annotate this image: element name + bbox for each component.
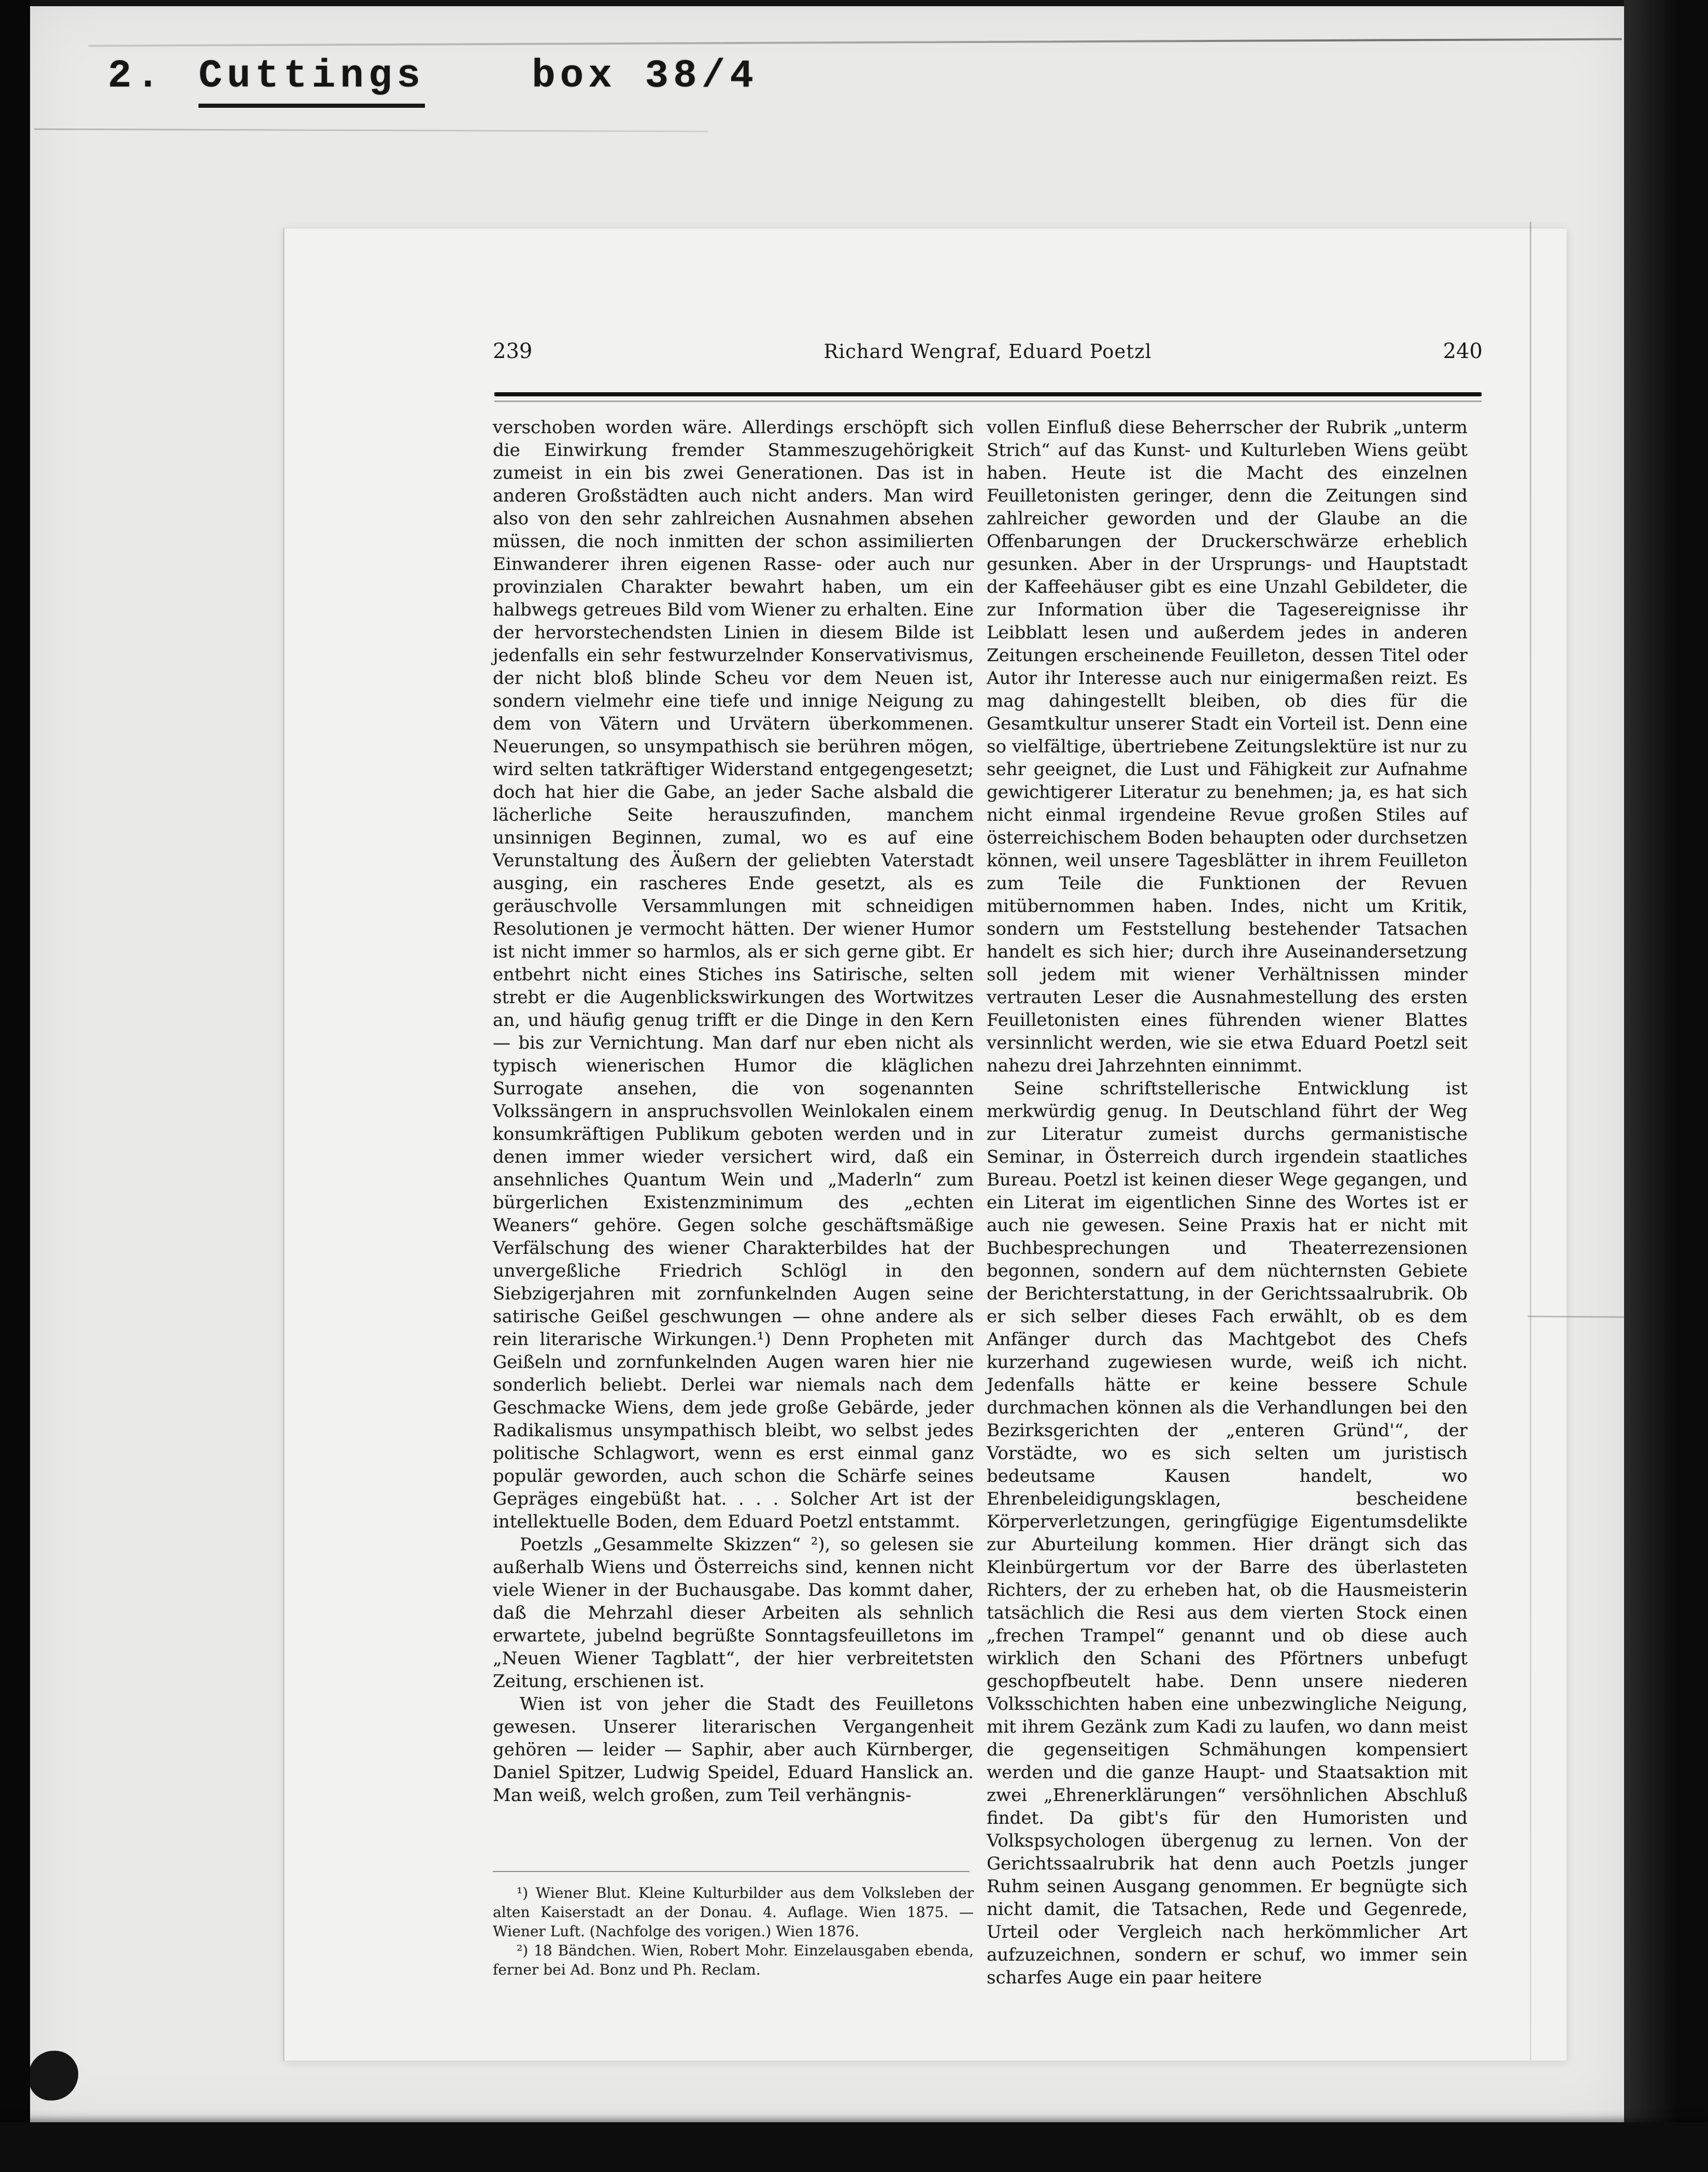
footnote-separator-rule (493, 1871, 970, 1872)
header-rule-thin (494, 401, 1482, 402)
scan-edge-top (0, 0, 1708, 6)
footnotes (493, 1883, 974, 1979)
archive-label-box: box 38/4 (532, 54, 758, 98)
scan-edge-right (1624, 0, 1708, 2172)
printed-clipping-page (283, 228, 1567, 2061)
running-title: Richard Wengraf, Eduard Poetzl (823, 340, 1152, 363)
paragraph: Poetzls „Gesammelte Skizzen“ ²), so gelesen sie außerhalb Wiens und Österreichs sind, kennen nicht viele Wiener in der Buchausgabe. Das kommt daher, daß die Mehrzahl dieser Arbeiten als sehnlich erwartete, jubelnd begrüßte Sonntagsfeuilletons im „Neuen Wiener Tagblatt“, der hier verbreitetsten Zeitung, erschienen ist. (493, 1534, 974, 1692)
paragraph: vollen Einfluß diese Beherrscher der Rubrik „unterm Strich“ auf das Kunst- und Kulturleben Wiens geübt haben. Heute ist die Macht des einzelnen Feuilletonisten geringer, denn die Zeitungen sind zahlreicher geworden und der Glaube an die Offenbarungen der Druckerschwärze erheblich gesunken. Aber in der Ursprungs- und Hauptstadt der Kaffeehäuser gibt es eine Unzahl Gebildeter, die zur Information über die Tagesereignisse ihr Leibblatt lesen und außerdem jedes in anderen Zeitungen erscheinende Feuilleton, dessen Titel oder Autor ihr Interesse auch nur einigermaßen reizt. Es mag dahingestellt bleiben, ob dies für die Gesamtkultur unserer Stadt ein Vorteil ist. Denn eine so vielfältige, übertriebene Zeitungslektüre ist nur zu sehr geeignet, die Lust und Fähigkeit zur Aufnahme gewichtigerer Literatur zu benehmen; ja, es hat sich nicht einmal irgendeine Revue großen Stiles auf österreichischem Boden behaupten oder durchsetzen können, weil unsere Tagesblätter in ihrem Feuilleton zum Teile die Funktionen der Revuen mitübernommen haben. Indes, nicht um Kritik, sondern um Feststellung bestehender Tatsachen handelt es sich hier; durch ihre Auseinandersetzung soll jedem mit wiener Verhältnissen minder vertrauten Leser die Ausnahmestellung des ersten Feuilletonisten eines führenden wiener Blattes versinnlicht werden, wie sie etwa Eduard Poetzl seit nahezu drei Jahrzehnten einnimmt. (987, 417, 1468, 1076)
paragraph: verschoben worden wäre. Allerdings erschöpft sich die Einwirkung fremder Stammeszugehörigkeit zumeist in ein bis zwei Generationen. Das ist in anderen Großstädten auch nicht anders. Man wird also von den sehr zahlreichen Ausnahmen absehen müssen, die noch inmitten der schon assimilierten Einwanderer ihren eigenen Rasse- oder auch nur provinzialen Charakter bewahrt haben, um ein halbwegs getreues Bild vom Wiener zu erhalten. Eine der hervorstechendsten Linien in diesem Bilde ist jedenfalls ein sehr festwurzelnder Konservativismus, der nicht bloß blinde Scheu vor dem Neuen ist, sondern vielmehr eine tiefe und innige Neigung zu dem von Vätern und Urvätern überkommenen. Neuerungen, so unsympathisch sie berühren mögen, wird selten tatkräftiger Widerstand entgegengesetzt; doch hat hier die Gabe, an jeder Sache alsbald die lächerliche Seite herauszufinden, manchem unsinnigen Beginnen, zumal, wo es auf eine Verunstaltung des Äußern der geliebten Vaterstadt ausging, ein rascheres Ende gesetzt, als es geräuschvolle Versammlungen mit schneidigen Resolutionen je vermocht hätten. Der wiener Humor ist nicht immer so harmlos, als er sich gerne gibt. Er entbehrt nicht eines Stiches ins Satirische, selten strebt er die Augenblickswirkungen des Wortwitzes an, und häufig genug trifft er die Dinge in den Kern — bis zur Vernichtung. Man darf nur eben nicht als typisch wienerischen Humor die kläglichen Surrogate ansehen, die von sogenannten Volkssängern in anspruchsvollen Weinlokalen einem konsumkräftigen Publikum geboten werden und in denen immer wieder versichert wird, daß ein ansehnliches Quantum Wein und „Maderln“ zum bürgerlichen Existenzminimum des „echten Weaners“ gehöre. Gegen solche geschäftsmäßige Verfälschung des wiener Charakterbildes hat der unvergeßliche Friedrich Schlögl in den Siebzigerjahren mit zornfunkelnden Augen seine satirische Geißel geschwungen — ohne andere als rein literarische Wirkungen.¹) Denn Propheten mit Geißeln und zornfunkelnden Augen waren hier nie sonderlich beliebt. Derlei war niemals nach dem Geschmacke Wiens, dem jede große Gebärde, jeder Radikalismus unsympathisch bleibt, wo selbst jedes politische Schlagwort, wenn es erst einmal ganz populär geworden, auch schon die Schärfe seines Gepräges eingebüßt hat. . . . Solcher Art ist der intellektuelle Boden, dem Eduard Poetzl entstammt. (493, 417, 974, 1532)
scan-edge-bottom (0, 2122, 1708, 2172)
paragraph: Seine schriftstellerische Entwicklung ist merkwürdig genug. In Deutschland führt der Weg zur Literatur zumeist durchs germanistische Seminar, in Österreich durch irgendein staatliches Bureau. Poetzl ist keinen dieser Wege gegangen, und ein Literat im eigentlichen Sinne des Wortes ist er auch nie gewesen. Seine Praxis hat er nicht mit Buchbesprechungen und Theaterrezensionen begonnen, sondern auf dem nüchternsten Gebiete der Berichterstattung, in der Gerichtssaalrubrik. Ob er sich selber dieses Fach erwählt, ob es dem Anfänger durch das Machtgebot des Chefs kurzerhand zugewiesen wurde, weiß ich nicht. Jedenfalls hätte er keine bessere Schule durchmachen können als die Verhandlungen bei den Bezirksgerichten der „enteren Gründ'“, der Vorstädte, wo es sich selten um juristisch bedeutsame Kausen handelt, wo Ehrenbeleidigungsklagen, bescheidene Körperverletzungen, geringfügige Eigentumsdelikte zur Aburteilung kommen. Hier drängt sich das Kleinbürgertum vor der Barre des überlasteten Richters, der zu erheben hat, ob die Hausmeisterin tatsächlich die Resi aus dem vierten Stock einen „frechen Trampel“ genannt und ob diese auch wirklich den Schani des Pförtners unbefugt geschopfbeutelt habe. Denn unsere niederen Volksschichten haben eine unbezwingliche Neigung, mit ihrem Gezänk zum Kadi zu laufen, wo dann meist die gegenseitigen Schmähungen kompensiert werden und die ganze Haupt- und Staatsaktion mit zwei „Ehrenerklärungen“ versöhnlichen Abschluß findet. Da gibt's für den Humoristen und Volkspsychologen übergenug zu lernen. Von der Gerichtssaalrubrik hat denn auch Poetzls junger Ruhm seinen Ausgang genommen. Er begnügte sich nicht damit, die Tatsachen, Rede und Gegenrede, Urteil oder Vergleich nach herkömmlicher Art aufzuzeichnen, sondern er schuf, wo immer sein scharfes Auge ein paar heitere (987, 1078, 1468, 1988)
page-fold-crease-vertical (1530, 222, 1531, 2060)
archive-label-number: 2. (108, 54, 165, 98)
pencil-mark-under-label (34, 128, 708, 133)
scan-artifact-blob (29, 2051, 78, 2100)
paragraph: Wien ist von jeher die Stadt des Feuilletons gewesen. Unserer literarischen Vergangenheit gehören — leider — Saphir, aber auch Kürnberger, Daniel Spitzer, Ludwig Speidel, Eduard Hanslick an. Man weiß, welch großen, zum Teil verhängnis- (493, 1694, 974, 1806)
archive-label (108, 54, 758, 108)
footnote: ¹) Wiener Blut. Kleine Kulturbilder aus dem Volksleben der alten Kaiserstadt an der Donau. 4. Auflage. Wien 1875. — Wiener Luft. (Nachfolge des vorigen.) Wien 1876. (493, 1884, 974, 1940)
page-number-right: 240 (1443, 339, 1483, 363)
album-page (30, 6, 1624, 2122)
page-number-left: 239 (493, 339, 533, 363)
archive-label-name: Cuttings (198, 54, 425, 108)
text-column-left (493, 416, 974, 1807)
header-rule-thick (494, 392, 1482, 396)
text-column-right (987, 416, 1468, 1989)
pencil-mark-top (88, 38, 1622, 47)
scan-edge-left (0, 0, 30, 2172)
footnote: ²) 18 Bändchen. Wien, Robert Mohr. Einzelausgaben ebenda, ferner bei Ad. Bonz und Ph. Reclam. (493, 1942, 974, 1978)
page-header (493, 339, 1483, 363)
